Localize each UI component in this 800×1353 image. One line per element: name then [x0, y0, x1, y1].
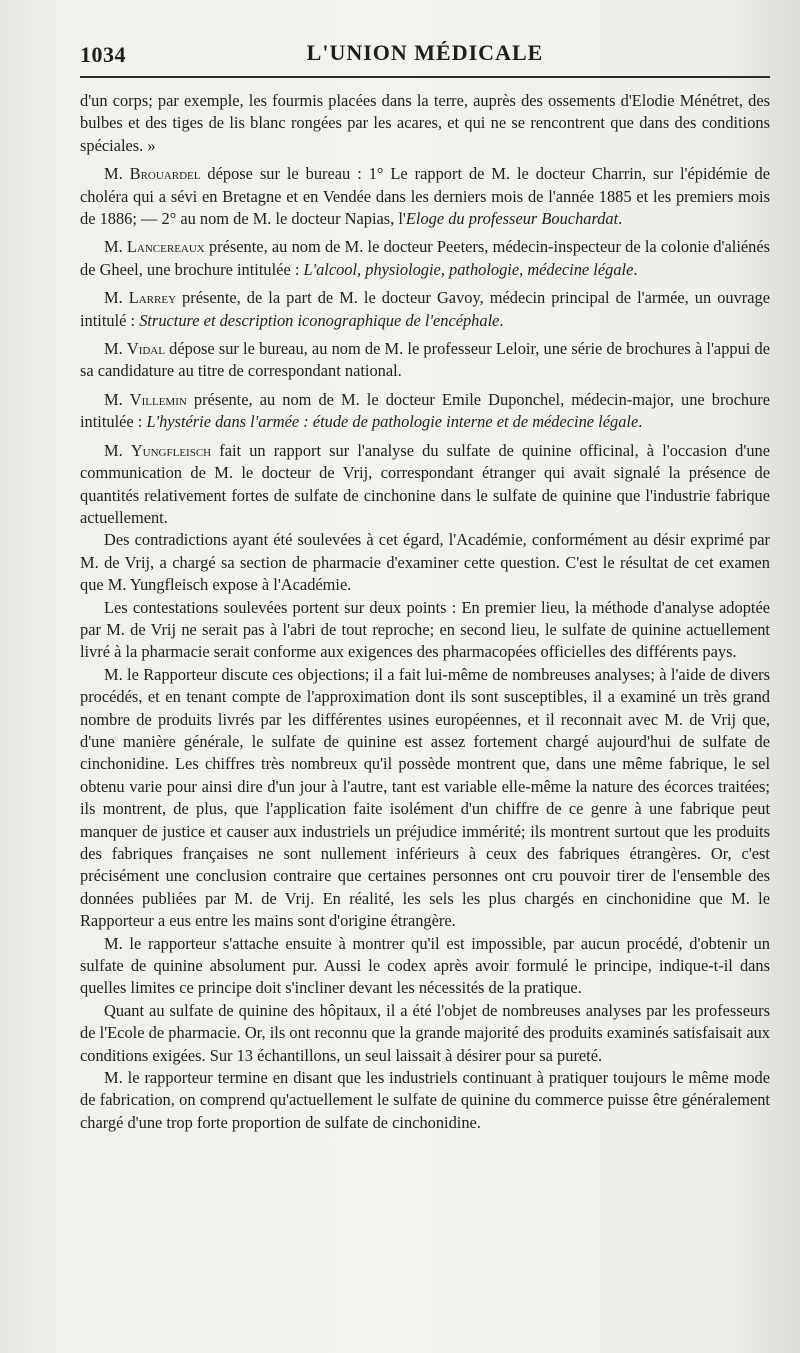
- paragraph-villemin: [80, 389, 770, 434]
- speaker-prefix: M.: [104, 237, 127, 257]
- paragraph-hopitaux: [80, 1000, 770, 1067]
- paragraph-text: Les contestations soulevées portent sur deux points : En premier lieu, la méthode d'analyse adoptée par M. de Vrij ne serait pas à l'abri de tout reproche; en second lieu, le sulfate de quinine actuellement livré à la pharmacie serait conforme aux exigences des pharmacopées officielles des différents pays.: [80, 597, 770, 662]
- speaker-prefix: M.: [104, 440, 131, 460]
- paragraph-text: Des contradictions ayant été soulevées à cet égard, l'Académie, conformément au désir exprimé par M. de Vrij, a chargé sa section de pharmacie d'examiner cette question. C'est le résultat de cet examen que M. Yungfleisch expose à l'Académie.: [80, 530, 770, 595]
- speaker-name: Brouardel: [129, 164, 201, 184]
- page-header: [80, 38, 770, 70]
- work-title: L'alcool, physiologie, pathologie, médecine légale: [303, 259, 634, 279]
- paragraph-rapporteur-discute: [80, 664, 770, 933]
- paragraph-tail: .: [499, 310, 504, 330]
- paragraph-text: M. le rapporteur s'attache ensuite à montrer qu'il est impossible, par aucun procédé, d'obtenir un sulfate de quinine absolument pur. Aussi le codex après avoir formulé le principe, indique-t-il dans quelles limites ce principe doit s'incliner devant les nécessités de la pratique.: [80, 933, 770, 998]
- speaker-prefix: M.: [104, 389, 130, 409]
- paragraph-text: présente, au nom de M. le docteur Emile Duponchel, médecin-major, une brochure intitulée :: [80, 389, 770, 432]
- paragraph-lancereaux: [80, 236, 770, 281]
- speaker-name: Yungfleisch: [130, 440, 212, 460]
- paragraph-yungfleisch: [80, 440, 770, 530]
- paragraph-text: présente, au nom de M. le docteur Peeters, médecin-inspecteur de la colonie d'aliénés de Gheel, une brochure intitulée :: [80, 237, 770, 279]
- paragraph-contradictions: [80, 529, 770, 596]
- paragraph-text: présente, de la part de M. le docteur Gavoy, médecin principal de l'armée, un ouvrage intitulé :: [80, 288, 770, 330]
- header-rule: [80, 76, 770, 78]
- paragraph-brouardel: [80, 163, 770, 230]
- paragraph-text: M. le rapporteur termine en disant que les industriels continuant à pratiquer toujours le même mode de fabrication, on comprend qu'actuellement le sulfate de quinine du commerce puisse être généralement chargé d'une trop forte proportion de sulfate de cinchonidine.: [80, 1068, 770, 1132]
- paragraph-tail: .: [633, 259, 638, 279]
- paragraph-text: Quant au sulfate de quinine des hôpitaux, il a été l'objet de nombreuses analyses par les professeurs de l'Ecole de pharmacie. Or, ils ont reconnu que la grande majorité des produits examinés satisfaisait aux conditions exigées. Sur 13 échantillons, un seul laissait à désirer pour sa pureté.: [80, 1000, 770, 1065]
- paragraph-tail: .: [638, 412, 643, 432]
- speaker-prefix: M.: [104, 288, 129, 308]
- speaker-name: Villemin: [129, 389, 187, 409]
- speaker-prefix: M.: [104, 339, 127, 359]
- paragraph-text: d'un corps; par exemple, les fourmis placées dans la terre, auprès des ossements d'Elodie Ménétret, des bulbes et des tiges de lis blanc rongées par les acares, et qui ne se rencontrent que dans des conditions spéciales. »: [80, 91, 770, 155]
- paragraph-larrey: [80, 287, 770, 332]
- paragraph-contestations: [80, 597, 770, 664]
- speaker-name: Larrey: [128, 288, 177, 308]
- paragraph-ossements: [80, 90, 770, 157]
- paragraph-text: M. le Rapporteur discute ces objections; il a fait lui-même de nombreuses analyses; à l'aide de divers procédés, et en tenant compte de l'approximation dont ils sont susceptibles, il a examiné un très grand nombre de produits livrés par les différentes usines européennes, et il reconnait avec M. de Vrij que, d'une manière générale, le sulfate de quinine est assez fortement chargé aujourd'hui de sulfate de cinchonidine. Les chiffres très nombreux qu'il possède montrent que, dans une même fabrique, le sel obtenu varie pour ainsi dire d'un jour à l'autre, tant est variable elle-même la nature des écorces traitées; ils montrent, de plus, que l'application faite isolément d'un chiffre de ce genre à une fabrique peut manquer de justice et causer aux industriels un préjudice immérité; ils montrent surtout que les produits des fabriques françaises ne sont nullement inférieurs à ceux des fabriques étrangères. Or, c'est précisément une conclusion contraire que certaines personnes ont cru pouvoir tirer de l'ensemble des données publiées par M. de Vrij. En réalité, les sels les plus chargés en cinchonidine que M. le Rapporteur a eus entre les mains sont d'origine étrangère.: [80, 664, 770, 931]
- page-number: 1034: [80, 42, 126, 67]
- article-body: [80, 90, 770, 1134]
- running-title: L'UNION MÉDICALE: [306, 40, 544, 65]
- paragraph-tail: .: [618, 209, 623, 229]
- paragraph-text: dépose sur le bureau : 1° Le rapport de M. le docteur Charrin, sur l'épidémie de choléra qui a sévi en Bretagne et en Vendée dans les derniers mois de l'année 1885 et les premiers mois de 1886; — 2° au nom de M. le docteur Napias, l': [80, 164, 770, 229]
- paragraph-text: dépose sur le bureau, au nom de M. le professeur Leloir, une série de brochures à l'appui de sa candidature au titre de correspondant national.: [80, 339, 770, 381]
- work-title: Eloge du professeur Bouchardat: [405, 209, 619, 229]
- speaker-name: Vidal: [126, 339, 165, 359]
- work-title: L'hystérie dans l'armée : étude de pathologie interne et de médecine légale: [146, 412, 639, 432]
- speaker-prefix: M.: [104, 164, 130, 184]
- paragraph-rapporteur-montrer: [80, 933, 770, 1000]
- paragraph-vidal: [80, 338, 770, 383]
- speaker-name: Lancereaux: [126, 237, 205, 257]
- work-title: Structure et description iconographique de l'encéphale: [139, 310, 500, 330]
- paragraph-conclusion: [80, 1067, 770, 1134]
- paragraph-text: fait un rapport sur l'analyse du sulfate de quinine officinal, à l'occasion d'une communication de M. le docteur de Vrij, correspondant étranger qui avait signalé la présence de quantités relativement fortes de sulfate de cinchonine dans le sulfate de quinine que l'industrie fabrique actuellement.: [80, 440, 770, 527]
